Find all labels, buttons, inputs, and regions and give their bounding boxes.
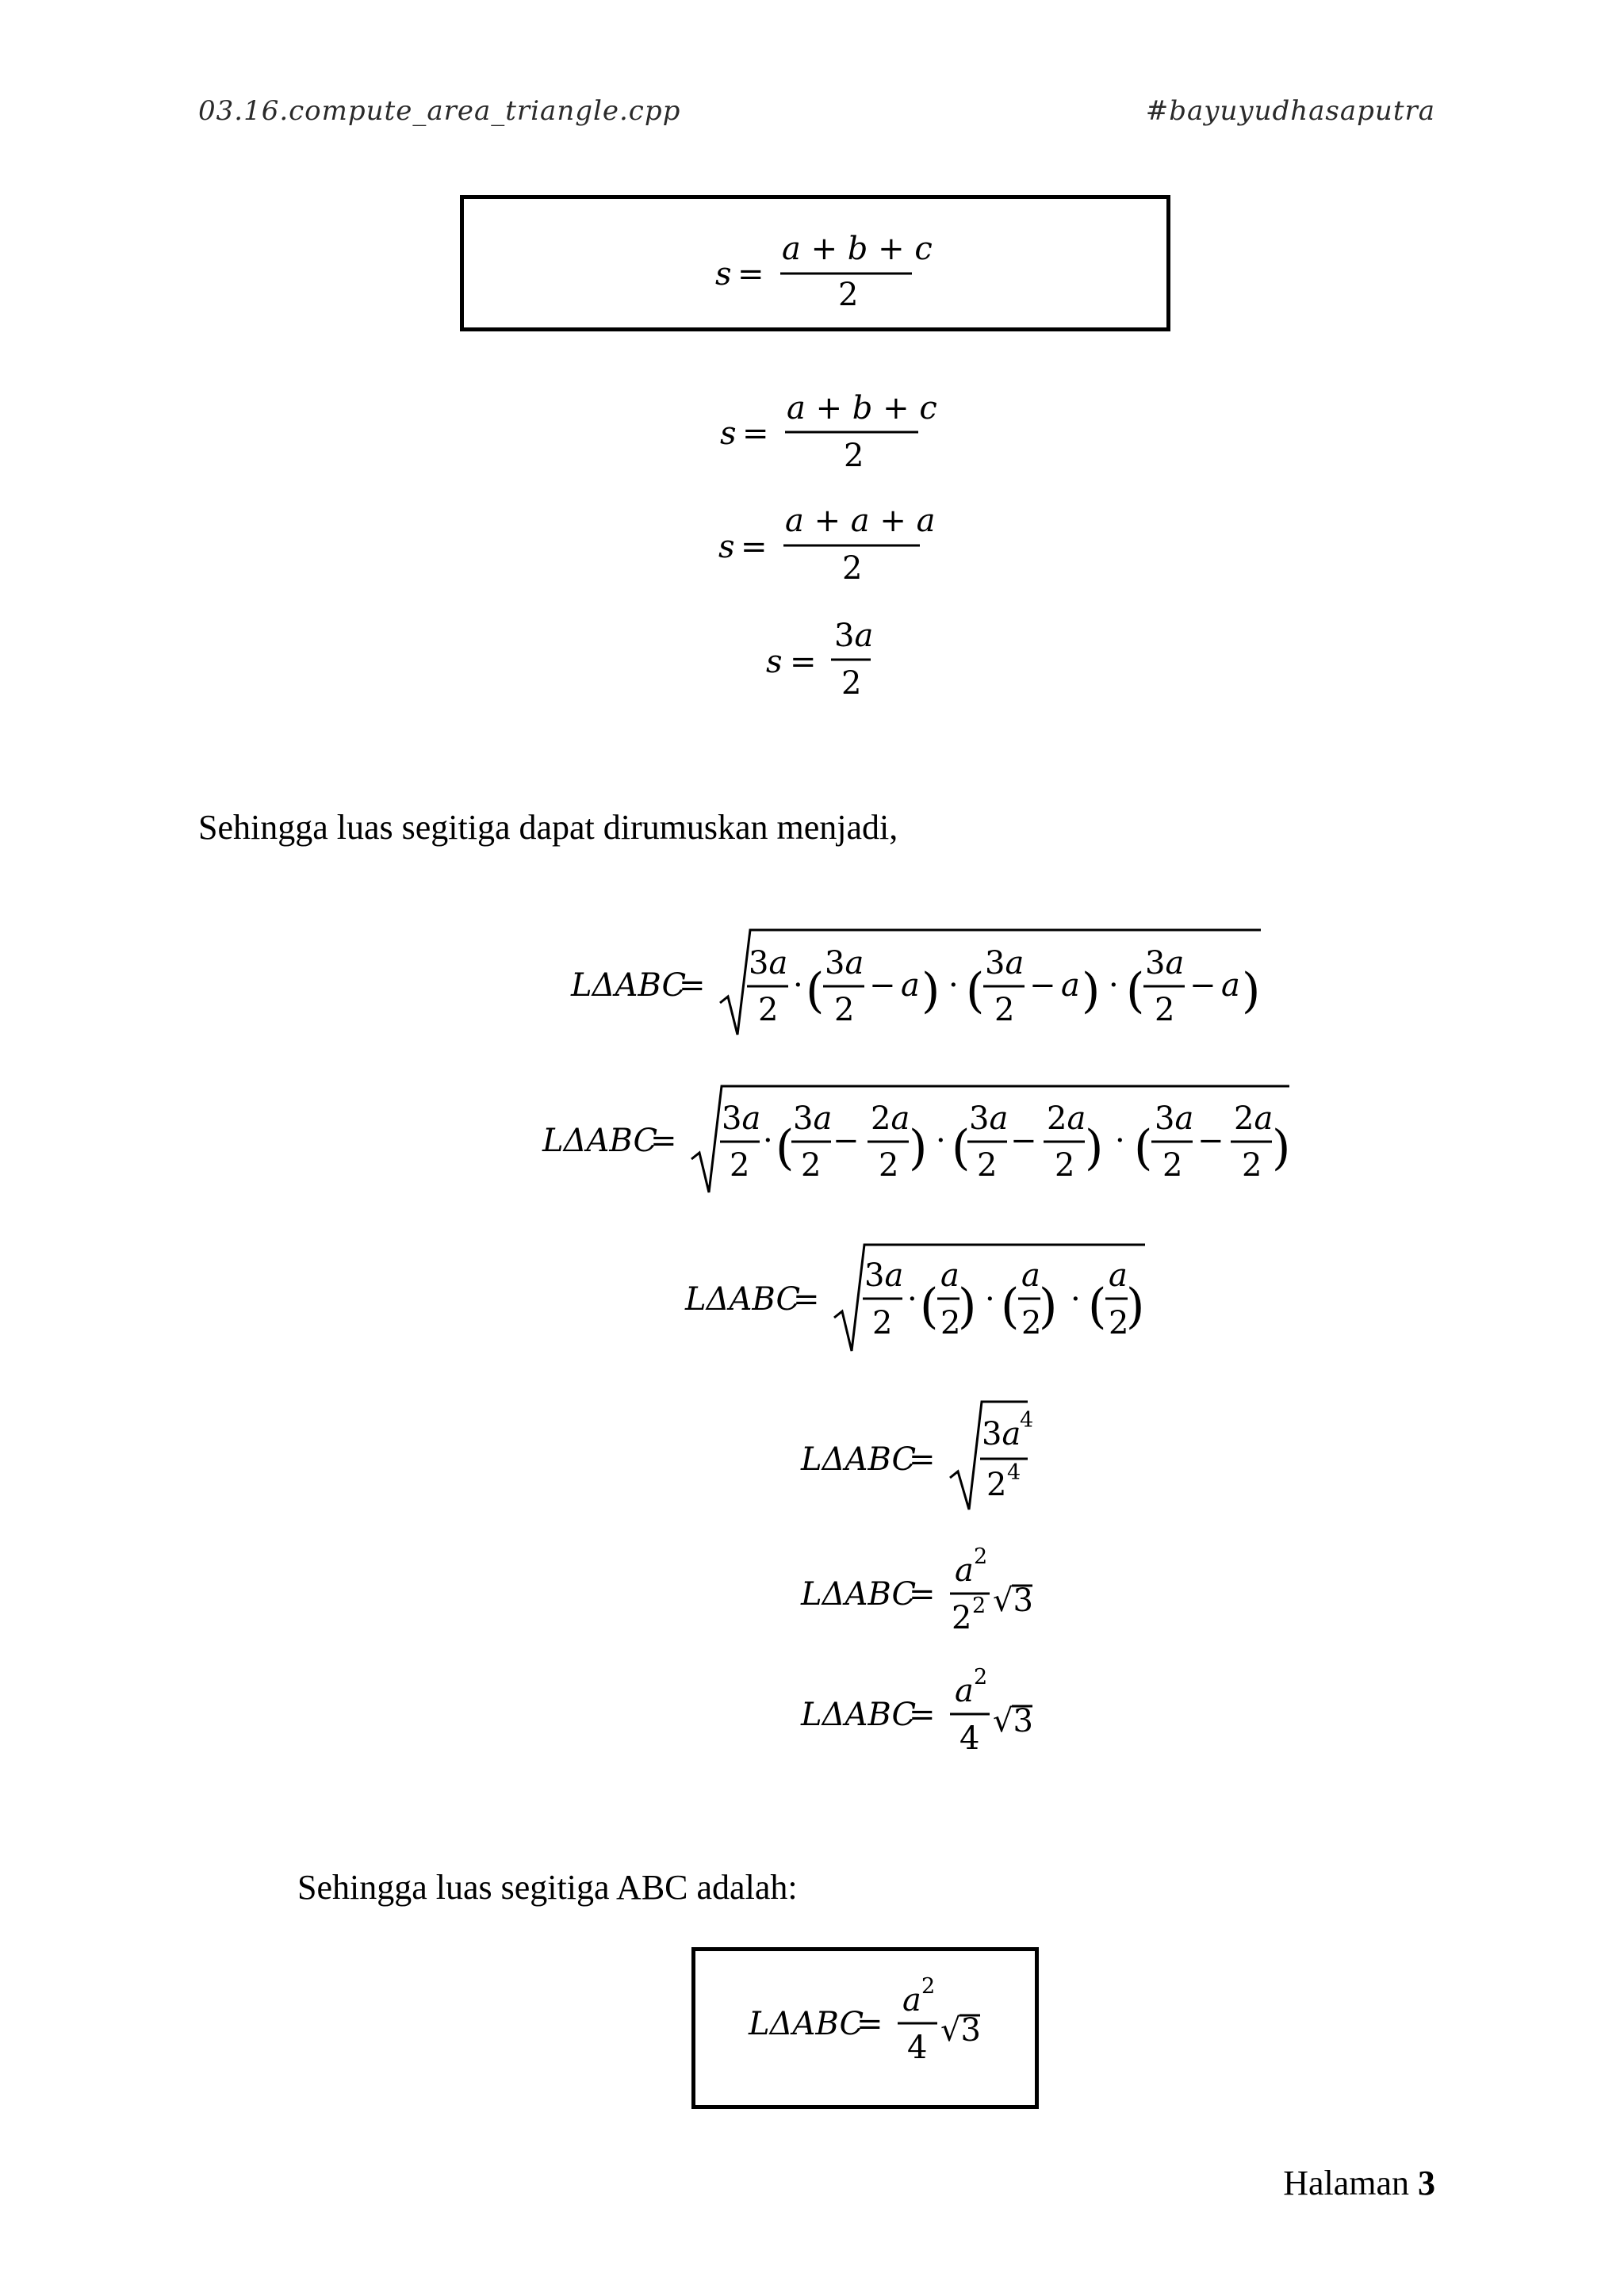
semiperimeter-step-3	[766, 618, 873, 702]
paragraph-area-result-intro: Sehingga luas segitiga ABC adalah:	[297, 1868, 798, 1907]
svg-text:): )	[958, 1279, 977, 1334]
svg-text:=: =	[679, 967, 706, 1004]
svg-text:=: =	[650, 1123, 677, 1159]
svg-text:3a: 3a	[793, 1100, 833, 1137]
semiperimeter-step-1	[720, 390, 937, 474]
svg-text:·: ·	[936, 1123, 946, 1159]
svg-text:3a: 3a	[834, 618, 874, 654]
svg-text:LΔABC: LΔABC	[685, 1281, 801, 1318]
svg-text:): )	[1242, 963, 1261, 1019]
area-step-1	[570, 930, 1261, 1035]
svg-text:·: ·	[948, 967, 959, 1004]
svg-text:2a: 2a	[871, 1100, 910, 1137]
svg-text:·: ·	[985, 1281, 995, 1318]
svg-text:3a: 3a	[969, 1100, 1009, 1137]
svg-text:=: =	[909, 1576, 936, 1613]
svg-text:(: (	[806, 963, 825, 1019]
svg-text:2: 2	[1055, 1147, 1075, 1184]
svg-text:s: s	[718, 529, 735, 565]
svg-text:3a: 3a	[982, 1416, 1021, 1452]
svg-text:2: 2	[952, 1600, 972, 1636]
svg-text:4: 4	[1020, 1408, 1034, 1433]
svg-text:4: 4	[907, 2030, 928, 2066]
svg-text:a + b + c: a + b + c	[787, 390, 937, 427]
svg-text:√3: √3	[940, 2012, 981, 2049]
svg-text:=: =	[856, 2006, 883, 2042]
svg-text:2: 2	[974, 1544, 988, 1569]
svg-text:(: (	[776, 1120, 795, 1176]
svg-text:·: ·	[907, 1281, 917, 1318]
svg-text:(: (	[1088, 1279, 1107, 1334]
svg-text:2: 2	[994, 992, 1015, 1028]
svg-text:a: a	[955, 1673, 974, 1709]
svg-text:2: 2	[1155, 992, 1175, 1028]
svg-text:2: 2	[977, 1147, 998, 1184]
svg-text:LΔABC: LΔABC	[542, 1123, 658, 1159]
svg-text:3a: 3a	[825, 945, 864, 982]
svg-text:a: a	[940, 1257, 959, 1294]
area-step-6	[800, 1665, 1033, 1757]
svg-text:3a: 3a	[1145, 945, 1185, 982]
svg-text:−: −	[1189, 967, 1216, 1004]
svg-text:−: −	[1010, 1123, 1037, 1159]
svg-text:−: −	[833, 1123, 860, 1159]
svg-text:2: 2	[838, 277, 859, 313]
svg-text:−: −	[869, 967, 896, 1004]
svg-text:2: 2	[1242, 1147, 1262, 1184]
svg-text:2: 2	[974, 1665, 988, 1689]
svg-text:·: ·	[1071, 1281, 1081, 1318]
paragraph-area-formula-intro: Sehingga luas segitiga dapat dirumuskan menjadi,	[198, 808, 898, 847]
svg-text:a: a	[1061, 967, 1080, 1004]
svg-text:): )	[909, 1120, 928, 1176]
header-hashtag: #bayuyudhasaputra	[1145, 95, 1435, 127]
svg-text:2: 2	[834, 992, 855, 1028]
svg-text:3a: 3a	[985, 945, 1025, 982]
svg-text:·: ·	[1115, 1123, 1125, 1159]
svg-text:=: =	[742, 415, 769, 452]
svg-text:a + b + c: a + b + c	[782, 231, 933, 267]
result-formula	[748, 1974, 981, 2066]
svg-text:LΔABC: LΔABC	[801, 1576, 917, 1613]
svg-text:3a: 3a	[749, 945, 788, 982]
svg-text:3a: 3a	[864, 1257, 904, 1294]
svg-text:2a: 2a	[1047, 1100, 1086, 1137]
footer-label: Halaman	[1283, 2164, 1409, 2202]
svg-text:2: 2	[921, 1974, 936, 1999]
svg-text:LΔABC: LΔABC	[801, 1697, 917, 1733]
svg-text:2: 2	[1021, 1305, 1042, 1341]
svg-text:·: ·	[793, 967, 803, 1004]
svg-text:−: −	[1029, 967, 1056, 1004]
svg-text:(: (	[1126, 963, 1145, 1019]
svg-text:a: a	[955, 1552, 974, 1589]
svg-text:a: a	[901, 967, 920, 1004]
svg-text:2: 2	[841, 665, 862, 702]
svg-text:4: 4	[1007, 1460, 1021, 1485]
svg-text:a: a	[1221, 967, 1240, 1004]
svg-text:2: 2	[986, 1467, 1007, 1503]
svg-text:=: =	[909, 1441, 936, 1478]
svg-text:−: −	[1197, 1123, 1224, 1159]
svg-text:): )	[1085, 1120, 1104, 1176]
svg-text:a: a	[1109, 1257, 1128, 1294]
svg-text:·: ·	[763, 1123, 773, 1159]
svg-text:s: s	[766, 644, 783, 680]
svg-text:s: s	[715, 256, 732, 293]
svg-text:√3: √3	[993, 1703, 1033, 1739]
svg-text:=: =	[909, 1697, 936, 1733]
svg-text:2: 2	[940, 1305, 961, 1341]
svg-text:a + a + a: a + a + a	[785, 503, 936, 539]
svg-text:=: =	[793, 1281, 820, 1318]
semiperimeter-step-2	[718, 503, 935, 587]
svg-text:2a: 2a	[1234, 1100, 1274, 1137]
svg-text:·: ·	[1109, 967, 1119, 1004]
header-filename: 03.16.compute_area_triangle.cpp	[198, 95, 681, 127]
svg-text:=: =	[737, 256, 764, 293]
svg-text:(: (	[1134, 1120, 1153, 1176]
svg-text:): )	[1039, 1279, 1058, 1334]
svg-text:a: a	[1021, 1257, 1040, 1294]
svg-text:(: (	[920, 1279, 939, 1334]
svg-text:2: 2	[842, 550, 863, 587]
area-step-5	[800, 1544, 1033, 1636]
svg-text:2: 2	[1162, 1147, 1183, 1184]
svg-text:LΔABC: LΔABC	[571, 967, 687, 1004]
svg-text:2: 2	[879, 1147, 899, 1184]
svg-text:s: s	[720, 415, 737, 452]
svg-text:3a: 3a	[722, 1100, 761, 1137]
area-step-4	[800, 1402, 1033, 1510]
svg-text:LΔABC: LΔABC	[749, 2006, 864, 2042]
svg-text:2: 2	[972, 1594, 986, 1618]
svg-text:4: 4	[959, 1720, 980, 1757]
svg-text:2: 2	[801, 1147, 822, 1184]
area-step-3	[684, 1245, 1145, 1351]
svg-text:LΔABC: LΔABC	[801, 1441, 917, 1478]
svg-text:(: (	[952, 1120, 971, 1176]
svg-text:(: (	[966, 963, 985, 1019]
page-number: 3	[1418, 2164, 1435, 2202]
svg-text:2: 2	[730, 1147, 750, 1184]
svg-text:): )	[921, 963, 940, 1019]
svg-text:2: 2	[844, 438, 864, 474]
svg-text:2: 2	[758, 992, 779, 1028]
svg-text:(: (	[1001, 1279, 1020, 1334]
svg-text:3a: 3a	[1155, 1100, 1194, 1137]
svg-text:=: =	[741, 529, 768, 565]
svg-text:2: 2	[872, 1305, 893, 1341]
area-step-2	[542, 1086, 1290, 1192]
svg-text:√3: √3	[993, 1582, 1033, 1619]
svg-text:): )	[1272, 1120, 1291, 1176]
svg-text:=: =	[790, 644, 817, 680]
semiperimeter-formula	[715, 231, 933, 313]
svg-text:): )	[1082, 963, 1101, 1019]
svg-text:2: 2	[1109, 1305, 1129, 1341]
svg-text:a: a	[902, 1982, 921, 2019]
svg-text:): )	[1126, 1279, 1145, 1334]
